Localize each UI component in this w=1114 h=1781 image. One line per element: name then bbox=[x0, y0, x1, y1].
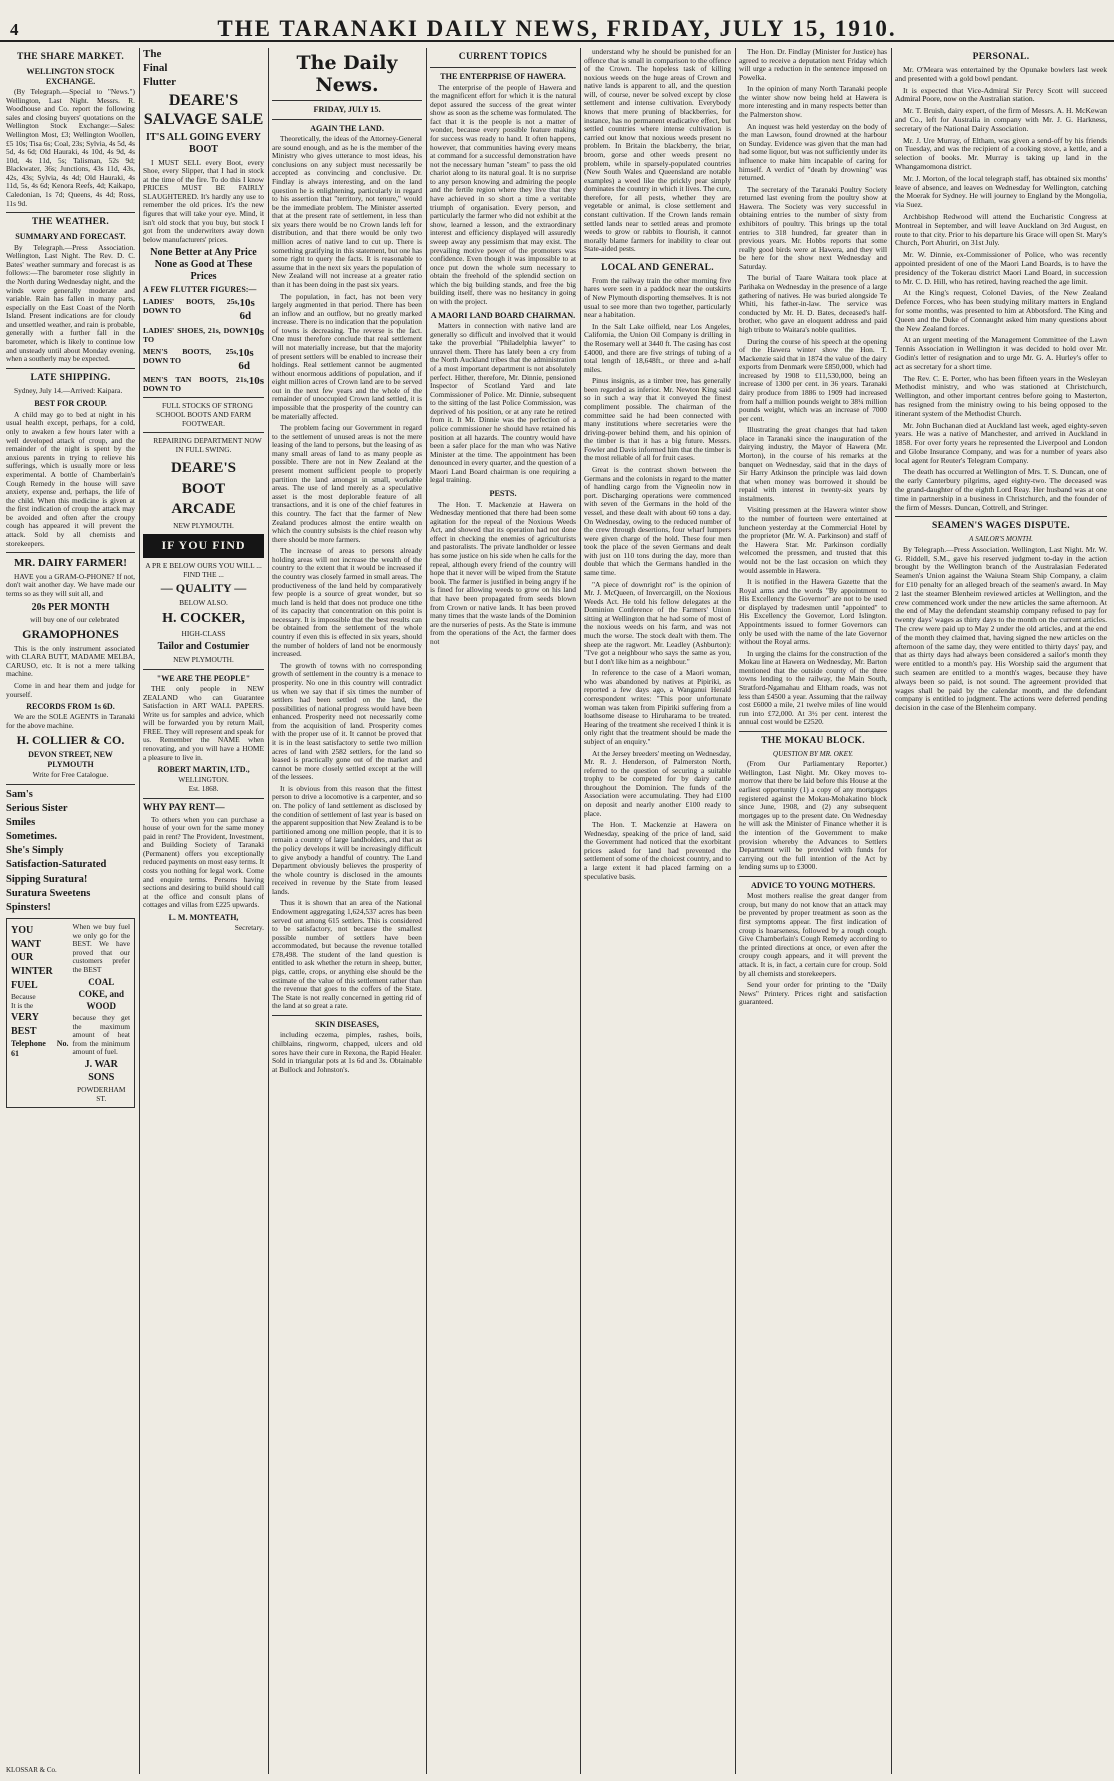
divider bbox=[6, 552, 135, 553]
seamen-wages-text: By Telegraph.—Press Association. Wellington, Last Night. Mr. W. G. Riddell, S.M., gave his reserved judgment to-day in the action brought by the Wellington branch of the Australasian Federated Seamen's Union against the Waiuna Steam Ship Company, a claim for £10 penalty for an alleged breach of the seamen's award. In May 2 last the steamer Blenheim reviewed articles at Wellington, and the crew commenced work under the new articles the same afternoon. At the end of May the defendant steamship company refused to pay for twenty days' wages as thirty days to the month on the current articles. The crew were paid up to May 2 under the old articles, and at the end of the month they claimed that, having signed the new articles on the afternoon of the same day, they were entitled to thirty days' pay, and that as thirty days had always been considered a sailor's month they were entitled to a month's pay. His Worship said the argument that such seamen are entitled to a month's wages, because they have always been so paid, is not sound. The agreement provided that wages shall be paid by the calendar month, and the defendant company is entitled to judgment. The actions were deferred pending decision in the case of the Blenheim company. bbox=[895, 544, 1107, 713]
salvage-sale-text: I MUST SELL every Boot, every Shoe, every Slipper, that I had in stock at the time of the fire. To do this I know PRICES MUST BE FAIRLY SLAUGHTERED. It's hardly any use to remember the old prices. It's the new figures that will take your eye. Mind, it isn't old stock that you buy, but stock I got from the underwriters away down below manufacturers' prices. bbox=[143, 157, 264, 244]
personal-paragraph: Mr. T. Bruish, dairy expert, of the firm of Messrs. A. H. McKewan and Co., left for Australia in company with Mr. J. G. Harkness, secretary of the National Dairy Association. bbox=[895, 106, 1107, 133]
local-paragraph: Pinus insignis, as a timber tree, has generally been regarded as inferior. Mr. Newton King said so in such a way that it conveyed the finest compliment possible. The chairman of the committee said he had been connected with many institutions where secretaries were the driving-power behind them, and his opinion of the timber is that it has a big future. Messrs. Fowler and Davis informed him that the timber is the most reliable of all for fruit cases. bbox=[584, 376, 731, 463]
masthead bbox=[0, 6, 1114, 42]
leader-paragraph: The problem facing our Government in regard to the settlement of unused areas is not the mere leasing of the land to persons, but the leasing of as many small areas of land to as many people as possible. There are not in New Zealand at the present moment sufficient people to properly partition the land amongst in small, workable areas. The use of land merely as a speculative asset is the most deplorable feature of all transactions, and it is one of the chief features in this country. The fact that the farmer of New Zealand produces almost the entire wealth on which the country subsists is the chief reason why there should be more farmers. bbox=[272, 423, 422, 544]
wallpaper-text: THE only people in NEW ZEALAND who can Guarantee Satisfaction in ART WALL PAPERS. Write us for samples and advice, which will be forwarded you by return Mail, FREE. They will represent and speak for us. Remember the NAME when renovating, and you will have a HOME a pleasure to live in. bbox=[143, 683, 264, 762]
cocker-class: HIGH-CLASS bbox=[181, 628, 226, 638]
price-value: 10s 6d bbox=[239, 297, 255, 323]
monteath-name: L. M. MONTEATH, bbox=[168, 912, 239, 922]
seamen-wages-heading: SEAMEN'S WAGES DISPUTE. bbox=[932, 521, 1070, 532]
war-name: J. WAR bbox=[84, 1058, 118, 1070]
sams-line: Sam's bbox=[6, 788, 33, 800]
price-item: MEN'S BOOTS, 25s, DOWN TO bbox=[143, 346, 239, 365]
cocker-trade: Tailor and Costumier bbox=[157, 641, 250, 653]
fuel-word: OUR bbox=[11, 952, 34, 964]
personal-paragraph: Mr. J. Ure Murray, of Eltham, was given a send-off by his friends on Tuesday, and was the recipient of a cooking stove, a kettle, and a selection of books. Mr. Murray is taking up land in the Whangamomona district. bbox=[895, 135, 1107, 171]
sams-line: Satisfaction-Saturated bbox=[6, 859, 107, 871]
mokau-block-subheading: QUESTION BY MR. OKEY. bbox=[772, 749, 854, 758]
column-rule bbox=[735, 48, 736, 1774]
price-row bbox=[143, 326, 264, 344]
price-value: 10s bbox=[248, 325, 264, 338]
column-5 bbox=[584, 48, 731, 1774]
local-paragraph: An inquest was held yesterday on the body of the man Lawson, found drowned at the harbour on Sunday. Evidence was given that the man had had some liquor, but was not sufficiently under its influence to make him incapable of caring for himself. A verdict of "death by drowning" was returned. bbox=[739, 121, 887, 183]
column-1 bbox=[6, 48, 135, 1774]
personal-paragraph: At the King's request, Colonel Davies, of the New Zealand Defence Forces, who has been studying military matters in England for some months, was presented to him at Abbotsford. The King and Queen and the Duke of Connaught asked him many questions about the New Zealand forces. bbox=[895, 288, 1107, 333]
weather-text: By Telegraph.—Press Association. Wellington, Last Night. The Rev. D. C. Bates' weather summary and forecast is as follows:—The barometer rose slightly in the North during Wednesday night, and the winds were generally moderate and variable. Rain has fallen in many parts, especially on the East Coast of the North Island. Present indications are for cloudy and unsettled weather, and rain is probable, generally with a further fall in the barometer, which is likely to continue low and unsteady until about Monday evening, when a southerly may be expected. bbox=[6, 242, 135, 364]
sams-line: Spinsters! bbox=[6, 901, 51, 913]
column-2 bbox=[143, 48, 264, 1774]
arcade-address: NEW PLYMOUTH. bbox=[173, 520, 234, 530]
divider bbox=[143, 397, 264, 398]
skin-diseases-text: including eczema, pimples, rashes, boils, chilblains, ringworm, chapped, ulcers and old sores have their cure in Rexona, the Rapid Healer. Sold in triangular pots at 1s 6d and 3s. Obtainable at Bullock and Johnston's. bbox=[272, 1030, 422, 1074]
price-row bbox=[143, 375, 264, 393]
catalogue-text: Write for Free Catalogue. bbox=[32, 770, 109, 780]
price-value: 10s bbox=[248, 375, 264, 388]
fuel-type: COAL bbox=[88, 976, 115, 987]
quality-text: — QUALITY — bbox=[160, 581, 247, 596]
we-are-the-people-heading: "WE ARE THE PEOPLE" bbox=[156, 673, 251, 683]
flutter-figures-label: A FEW FLUTTER FIGURES:— bbox=[143, 285, 257, 295]
fuel-ad-left bbox=[11, 923, 69, 1103]
fuel-word: It is the bbox=[11, 1000, 34, 1010]
if-you-find-banner: IF YOU FIND bbox=[143, 534, 264, 558]
fuel-ad-right bbox=[73, 923, 131, 1103]
fuel-word: WINTER bbox=[11, 965, 53, 977]
leader-paragraph: Theoretically, the ideas of the Attorney-General are sound enough, and as he is the member of the Ministry who gives utterance to most ideas, his conclusions on any subject must necessarily be accepted as convincing and conclusive. Dr. Findlay is always interesting, and on the land question he is enlightening, particularly in regard to his assertion that "territory, not tenure," would be the immediate problem. The Minister asserted that at the present rate of settlement, in less than six years there would be no Crown lands left for distribution, and that there would be only two million acres of native land to cut up. There is something gratifying in this statement, but one has some right to query the facts. It is reasonable to assume that in the next six years the population of New Zealand will not increase at a greater ratio than it has been doing in the past six years. bbox=[272, 134, 422, 289]
boot-arcade-line: BOOT bbox=[181, 480, 226, 497]
footer-imprint: KLOSSAR & Co. bbox=[6, 1766, 57, 1774]
divider bbox=[272, 100, 422, 101]
boot-arcade-line: DEARE'S bbox=[170, 460, 237, 477]
if-you-find-text: A PR E BELOW OURS YOU WILL ... FIND THE ... bbox=[145, 561, 262, 579]
local-paragraph: The Hon. T. Mackenzie at Hawera on Wednesday, speaking of the price of land, said the Government had noticed that the exorbitant prices asked for land had prevented the settlement of some of the choicest country, and to a large extent it had placed farming on a speculative basis. bbox=[584, 820, 731, 881]
dairy-farmer-text: HAVE you a GRAM-O-PHONE? If not, don't wait another day. We have made our terms so as they will suit all, and bbox=[6, 571, 135, 599]
divider bbox=[739, 876, 887, 877]
divider bbox=[6, 368, 135, 369]
war-address: POWDERHAM ST. bbox=[77, 1085, 126, 1103]
all-going-text: IT'S ALL GOING EVERY BOOT bbox=[146, 132, 261, 155]
why-pay-rent-text: To others when you can purchase a house of your own for the same money paid in rent? The Provident, Investment, and Building Society of Taranaki (Permanent) offers you exceptionally reduced payments on most easy terms. It costs you nothing for legal work. Come and enquire terms. Persons having sections and desiring to build should call at the office and consult plans of cottages and villas from £225 upwards. bbox=[143, 814, 264, 910]
fuel-word: VERY bbox=[11, 1012, 39, 1024]
dairy-farmer-heading: MR. DAIRY FARMER! bbox=[14, 557, 127, 570]
croup-heading: BEST FOR CROUP. bbox=[34, 399, 107, 409]
divider bbox=[143, 798, 264, 799]
shipping-heading: LATE SHIPPING. bbox=[30, 372, 111, 383]
personal-paragraph: Mr. John Buchanan died at Auckland last week, aged eighty-seven years. He was a native of Manchester, and arrived in Auckland in 1858. For over forty years he represented the Liverpool and London and Globe Insurance Company, and was for a number of years also local agent for Reuter's Telegram Company. bbox=[895, 420, 1107, 465]
skin-diseases-heading: SKIN DISEASES, bbox=[315, 1019, 379, 1029]
printing-order-text: Send your order for printing to the "Daily News" Printery. Prices right and satisfaction guaranteed. bbox=[739, 980, 887, 1007]
local-paragraph: The secretary of the Taranaki Poultry Society returned last evening from the poultry show at Hawera. The Society was very successful in obtaining entries to the number of sixty from exhibitors of poultry. This brings up the total entries to 318 hundred, far greater than in previous years. Mr. Hobbs reports that some really good birds were at Hawera, and they will be here for the show next Wednesday and Saturday. bbox=[739, 184, 887, 271]
local-paragraph: During the course of his speech at the opening of the Hawera winter show the Hon. T. Mackenzie said that in 1874 the value of the dairy exports from Denmark were £850,000, which had increased by 1908 to £11,530,000, being an increase of 1300 per cent. in 36 years. Taranaki dairy produce from 1886 to 1909 had increased from half a million pounds weight to 38¼ million pounds weight, which was an increase of 7000 per cent. bbox=[739, 336, 887, 423]
leader-heading: AGAIN THE LAND. bbox=[310, 123, 384, 133]
sams-line: She's Simply bbox=[6, 845, 64, 857]
robert-martin-name: ROBERT MARTIN, LTD., bbox=[157, 765, 250, 775]
local-paragraph: In urging the claims for the construction of the Mokau line at Hawera on Wednesday, Mr. Barton mentioned that the outside county of the three towns lending to the railway, the Main South, Stratford-Ngamahau and Eltham roads, was not less than £4500 a year. Assuming that the railway cost £6000 a mile, 21 twelve miles of line would run into £72,000. At 3½ per cent. interest the annual cost would be £2520. bbox=[739, 648, 887, 727]
shipping-text: Sydney, July 14.—Arrived: Kaipara. bbox=[14, 385, 123, 395]
weather-heading: THE WEATHER. bbox=[31, 217, 110, 228]
hawera-heading: THE ENTERPRISE OF HAWERA. bbox=[440, 72, 566, 82]
war-sons: SONS bbox=[88, 1072, 115, 1084]
flutter-word: The bbox=[143, 48, 162, 60]
local-paragraph: Illustrating the great changes that had taken place in Taranaki since the inauguration of the dairying industry, the Mayor of Hawera (Mr. Morton), in the course of his remarks at the banquet on Wednesday, said that in the days of Sir Harry Atkinson the principle was laid down that when money was borrowed it should be repaid with interest in twenty-six years by instalments. bbox=[739, 425, 887, 503]
sole-agents-text: We are the SOLE AGENTS in Taranaki for the above machine. bbox=[6, 712, 135, 730]
divider bbox=[143, 432, 264, 433]
repairing-text: REPAIRING DEPARTMENT NOW IN FULL SWING. bbox=[153, 436, 262, 454]
local-paragraph: In the Salt Lake oilfield, near Los Angeles, California, the Union Oil Company is drilling in the Rosemary well at 3440 ft. The casing has cost £4000, and there are five strings of tubing of a total length of 18,648ft., or three and a-half miles. bbox=[584, 321, 731, 374]
leader-date: FRIDAY, JULY 15. bbox=[313, 105, 381, 115]
price-item: LADIES' SHOES, 21s, DOWN TO bbox=[143, 325, 249, 344]
divider bbox=[6, 784, 135, 785]
fuel-ad bbox=[6, 918, 135, 1108]
croup-text: A child may go to bed at night in his usual health except, perhaps, for a cold, only to awaken a few hours later with a well developed attack of croup, and the remainder of the night is spent by the anxious parents in trying to relieve his sufferings, which is usually more or less experimental. A bottle of Chamberlain's Cough Remedy in the house will save anxiety, expense and, perhaps, the life of the child. When this medicine is given at the first indication of croup the attack may be avoided and often after the croupy cough has appeared it will prevent the attack. Sold by all chemists and storekeepers. bbox=[6, 409, 135, 548]
price-item: LADIES' BOOTS, 25s, DOWN TO bbox=[143, 297, 240, 316]
young-mothers-text: Most mothers realise the great danger from croup, but many do not know that an attack may be prevented by proper treatment as soon as the first symptoms appear. The first indication of croup is hoarseness, followed by a rough cough. Give Chamberlain's Cough Remedy according to the printed directions at once, or even after the croupy cough appears, and it will prevent the attack. It is, in fact, a certain cure for croup. Sold by all chemists and storekeepers. bbox=[739, 891, 887, 978]
column-rule bbox=[426, 48, 427, 1774]
page-number: 4 bbox=[10, 20, 19, 39]
column-rule bbox=[891, 48, 892, 1774]
personal-paragraph: Mr. J. Morton, of the local telegraph staff, has obtained six months' leave of absence, and leaves on Wednesday for Wellington, catching the Moerak for Sydney. He will journey to England by the Mongolia, via Suez. bbox=[895, 173, 1107, 210]
personal-paragraph: At an urgent meeting of the Management Committee of the Lawn Tennis Association in Wellington it was decided to hold over Mr. Godin's letter of resignation and to urge Mr. G. A. Hurley's offer to act as secretary for a short time. bbox=[895, 335, 1107, 371]
price-per-month: 20s PER MONTH bbox=[31, 601, 110, 613]
fuel-word: WANT bbox=[11, 938, 42, 950]
sams-line: Suratura Sweetens bbox=[6, 887, 91, 899]
local-paragraph: The burial of Taare Waitara took place at Parihaka on Wednesday in the presence of a large gathering of natives. He was buried alongside Te Whiti, his father-in-law. The service was conducted by Mr. H. D. Bates, deceased's half-brother, who gave an eloquent address and paid high tribute to Waitara's noble qualities. bbox=[739, 273, 887, 334]
salvage-sale-title: DEARE'S SALVAGE SALE bbox=[143, 92, 264, 128]
personal-paragraph: The death has occurred at Wellington of Mrs. T. S. Duncan, one of the early Canterbury pilgrims, aged eighty-two. The deceased was the grand-daughter of the eighth Lord Reay. Her husband was at one time in partnership in a business in Christchurch, and the founder of the firm of Messrs. Duncan, Cottrell, and Stringer. bbox=[895, 467, 1107, 512]
price-value: 10s 6d bbox=[238, 346, 254, 372]
column-7 bbox=[895, 48, 1107, 1774]
mokau-block-heading: THE MOKAU BLOCK. bbox=[761, 735, 865, 746]
sams-line: Sometimes. bbox=[6, 831, 58, 843]
local-paragraph: Great is the contrast shown between the Germans and the colonists in regard to the matter of handling cargo from the Vigneolin now in port. Discharging operations were commenced with seven of the Germans in the hold of the vessel, and these dealt with about 60 tons a day. On Wednesday, owing to the reduced number of the crew through desertions, four wharf lumpers were given charge of the hold. These four men took the place of the seven Germans and dealt with just on 110 tons during the day, more than double that which the Germans handled in the same time. bbox=[584, 465, 731, 577]
divider bbox=[272, 1015, 422, 1016]
cocker-address: NEW PLYMOUTH. bbox=[173, 655, 234, 665]
price-row bbox=[143, 347, 264, 373]
flutter-word: Final bbox=[143, 61, 168, 74]
maori-land-heading: A MAORI LAND BOARD CHAIRMAN. bbox=[430, 310, 576, 320]
column-rule bbox=[580, 48, 581, 1774]
collier-name: H. COLLIER & CO. bbox=[16, 732, 125, 747]
leader-paragraph: The population, in fact, has not been very largely augmented in that period. There has been an inflow and an outflow, but no greatly marked increase. There is no indication that the population of towns is decreasing. The reverse is the fact. One must therefore conclude that real settlement will not materially increase, but that the majority of present settlers will be enabled to increase their holdings. Real settlement cannot be augmented without enormous additions of population, and if eight million acres of Crown land are to be served out in the next few years and the whole of the remainder of unoccupied Crown land settled, it is impossible that the prosperity of the country can be materially affected. bbox=[272, 291, 422, 421]
local-paragraph: Visiting pressmen at the Hawera winter show to the number of fourteen were entertained at luncheon yesterday at the Commercial Hotel by the proprietor (Mr. W. A. Parkinson) and staff of the Hawera Star. Mr. Parkinson cordially welcomed the pressmen, and trusted that this would not be the last occasion on which they would assemble in Hawera. bbox=[739, 505, 887, 575]
none-better-text: None Better at Any Price None as Good at These Prices bbox=[150, 247, 257, 282]
gramophone-text-2: Come in and hear them and judge for yourself. bbox=[6, 681, 135, 699]
local-paragraph: In reference to the case of a Maori woman, who was abandoned by natives at Pipiriki, as reported a few days ago, a Wanganui Herald correspondent writes: "This poor unfortunate woman was taken from Pipiriki suffering from a loathsome disease to Hiruharama to be treated. Hearing of the treatment she received I think it is only right that the treatment should be made the subject of an enquiry." bbox=[584, 668, 731, 746]
column-3 bbox=[272, 48, 422, 1774]
flutter-word: Flutter bbox=[143, 75, 176, 88]
fuel-type: COKE, and bbox=[78, 989, 124, 1000]
local-paragraph: "A piece of downright rot" is the opinion of Mr. J. McQueen, of Invercargill, on the Noxious Weeds Act. He told his fellow delegates at the Dominion Conference of the Farmers' Union sitting at Wellington that he had some of most of the noxious weeds on his farm, and was not much the worse. The stock dealt with them. The sheep ate the ragwort. Mr. Leadley (Ashburton): "I've got a neighbour who says the same as you, but I don't like him as a neighbour." bbox=[584, 579, 731, 666]
column-4 bbox=[430, 48, 576, 1774]
records-price: RECORDS FROM 1s 6D. bbox=[26, 702, 115, 712]
sams-line: Smiles bbox=[6, 816, 36, 828]
collier-address: DEVON STREET, NEW PLYMOUTH bbox=[28, 750, 113, 769]
buy-text: will buy one of our celebrated bbox=[30, 615, 119, 625]
why-pay-rent-heading: WHY PAY RENT— bbox=[143, 802, 225, 813]
fuel-word: BEST bbox=[11, 1025, 37, 1037]
fuel-word: FUEL bbox=[11, 979, 38, 991]
telephone-number: Telephone No. 61 bbox=[11, 1039, 69, 1058]
divider bbox=[272, 119, 422, 120]
price-row bbox=[143, 297, 264, 323]
fuel-text-bottom: because they get the maximum amount of heat from the minimum amount of fuel. bbox=[72, 1012, 130, 1057]
leader-paragraph: The increase of areas to persons already holding areas will not increase the wealth of the country to the extent that it would be increased if the country was closely farmed in small areas. The productiveness of the land held by comparatively few people is a source of great wonder, but so much land is held that does not produce one tithe of its capacity that concentration on this point is necessary. It is impossible that the best results can be obtained from the settlement of the whole country if even this is effected in six years, should the number of holders of land not be enormously increased. bbox=[272, 546, 422, 659]
boot-arcade-line: ARCADE bbox=[171, 501, 236, 518]
leader-paragraph: The growth of towns with no corresponding growth of settlement in the country is a menace to prosperity. No one in this country will contradict us when we say that if six times the number of settlers had been settled on the land, the possibilities of national progress would have been enhanced. Prosperity need not necessarily come from the acquisition of land. Prosperity comes with the proper use of it. It cannot be proved that it is in the least satisfactory to settle two million acres of land with 2582 settlers, for the land so leased is practically gone out of the market and cannot be more closely settled except at the will of the lessees. bbox=[272, 660, 422, 782]
column-6 bbox=[739, 48, 887, 1774]
secretary-label: Secretary. bbox=[234, 923, 264, 933]
weather-subheading: SUMMARY AND FORECAST. bbox=[15, 232, 126, 242]
sams-line: Sipping Suratura! bbox=[6, 873, 88, 885]
divider bbox=[143, 669, 264, 670]
personal-paragraph: Mr. W. Dinnie, ex-Commissioner of Police, who was recently appointed president of one of the Maori Land Boards, is to have the presidency of the Tokerau district Maori Land Board, in succession to Mr. C. D. Hill, who has retired, having reached the age limit. bbox=[895, 250, 1107, 286]
divider bbox=[739, 731, 887, 732]
robert-martin-city: WELLINGTON. bbox=[178, 775, 229, 785]
divider bbox=[895, 516, 1107, 517]
price-item: MEN'S TAN BOOTS, 21s, DOWN TO bbox=[143, 375, 249, 394]
share-market-subheading: WELLINGTON STOCK EXCHANGE. bbox=[26, 67, 115, 86]
personal-heading: PERSONAL. bbox=[972, 52, 1030, 62]
pests-continued-text: understand why he should be punished for an offence that is small in comparison to the offence of the Crown. The hopeless task of killing noxious weeds on the huge areas of Crown and native lands is apparent to all, and the question will, of course, never be solved except by close settlement and intense cultivation. Everybody knows that mere pruning of blackberries, for instance, has no permanent eradicative effect, but settled countries where intense cultivation is carried out know that noxious weeds present no problem. In Britain the blackberry, the briar, broom, gorse and other weeds present no problem, while in sparsely-populated countries (New South Wales and Queensland are notable examples) a weed like the prickly pear simply dominates the country in which it lives. The cure, therefore, for all pests, whether they are vegetable or animal, is close settlement and constant cultivation. If the Crown lands remain settled lands near to settled areas and promote weeds to grow or rabbits to flourish, it cannot morally blame farmers for inability to clear out State-aided pests. bbox=[584, 48, 731, 254]
mokau-block-text: (From Our Parliamentary Reporter.) Wellington, Last Night. Mr. Okey moves to-morrow that there be laid before this House at the earliest opportunity (1) a copy of any mortgages registered against the Mokau-Mohakatino block since June, 1908, and (2) any subsequent mortgages up to the present date. On Wednesday he will ask the Minister of Finance whether it is the intention of the Government to make provision whereby the Advances to Settlers Department will be provided with funds for carrying out the full intention of the Act by lending sums up to £3000. bbox=[739, 759, 887, 872]
pests-heading: PESTS. bbox=[489, 489, 517, 499]
sams-ad bbox=[6, 789, 135, 915]
personal-paragraph: Archbishop Redwood will attend the Eucharistic Congress at Montreal in September, and will leave Auckland on 3rd August, en route to that city. Prior to his departure his Grace will open St. Mary's Church, Port Ahuriri, on 31st July. bbox=[895, 211, 1107, 248]
seamen-wages-subheading: A SAILOR'S MONTH. bbox=[969, 535, 1033, 544]
local-general-heading: LOCAL AND GENERAL. bbox=[601, 262, 714, 273]
column-rule bbox=[139, 48, 140, 1774]
share-market-heading: THE SHARE MARKET. bbox=[16, 52, 125, 62]
robert-martin-established: Est. 1868. bbox=[188, 783, 219, 793]
divider bbox=[6, 212, 135, 213]
personal-paragraph: It is expected that Vice-Admiral Sir Percy Scott will succeed Admiral Poore, now on the Australian station. bbox=[895, 85, 1107, 104]
newspaper-title: THE TARANAKI DAILY NEWS, FRIDAY, JULY 15, 1910. bbox=[217, 16, 897, 41]
gramophone-text: This is the only instrument associated with CLARA BUTT, MADAME MELBA, CARUSO, etc. It is not a mere talking machine. bbox=[6, 643, 135, 679]
price-list bbox=[143, 297, 264, 393]
share-market-text: (By Telegraph.—Special to "News.") Wellington, Last Night. Messrs. R. Woodhouse and Co. report the following sales and closing buyers' quotations on the Wellington Stock Exchange:—Sales: Wellington Most, £3; Wellington Woollen, £5 10s; Tisa 6s; Coal, 23s; Sylvia, 4s 5d, 4s 5d, 4s 6d; Old Hauraki, 4s 10d, 4s 9d, 4s 10d, 4s 11d, 5s; Talisman, 52s 9d; Blackwater, 36s; Junctions, 43s 11d, 43s, 42s, 43s; Sylvia, 4s 4d; Old Hauraki, 4s 11d, 5s, 4s 6d; Kenora Reefs, 4d; Kaikapo, Caledonian, 1s 7d; Queens, 4s 4d; Ross, 11s 9d. bbox=[6, 87, 135, 208]
fuel-text-top: When we buy fuel we only go for the BEST. We have proved that our customers prefer the BEST bbox=[72, 922, 130, 975]
young-mothers-heading: ADVICE TO YOUNG MOTHERS. bbox=[750, 880, 876, 890]
maori-land-text: Matters in connection with native land are generally so difficult and involved that it would take the proverbial "Philadelphia lawyer" to unravel them. There has lately been a cry from the North Auckland tribes that the administration of a most important department is not absolutely perfect. Hither, therefore, Mr. Dinnie, pensioned Inspector of Scotland Yard and late Commissioner of Police. Mr. Dinnie, subsequent to the sitting of the last Police Commission, was deprived of his position, or at any rate he retired from it. It Mr. Dinnie was the perfection of a police commissioner he should have retained his position at all hazards. The country would have been a safer place for the man who was Native Minister at the time. The appointment has been denounced in every quarter, and the question of a Maori Land Board chairman is one requiring a legal training. bbox=[430, 321, 576, 485]
findlay-text: The Hon. Dr. Findlay (Minister for Justice) has agreed to receive a deputation next Friday which will urge a reduction in the sentence imposed on Powelka. bbox=[739, 48, 887, 82]
local-paragraph: At the Jersey breeders' meeting on Wednesday, Mr. R. J. Henderson, of Palmerston North, referred to the question of securing a suitable trophy to be competed for by dairy cattle throughout the Dominion. The funds of the Association were accumulating. They had £100 on deposit and nearly another £100 ready to place. bbox=[584, 748, 731, 818]
leader-paragraph: Thus it is shown that an area of the National Endowment aggregating 1,624,537 acres has been served out among 615 settlers. This is considered to be satisfactory, not because the smallest possible number of settlers have been accommodated, but because the revenue totalled £78,498. The student of the land question is entitled to ask whether the return in sheep, butter, pigs, cattle, crops, or anything else should be the estimate of the value of this settlement rather than the revenue that goes to the coffers of the State. The State is not really concerned in getting rid of the land at so great a rate. bbox=[272, 898, 422, 1011]
full-stocks-text: FULL STOCKS OF STRONG SCHOOL BOOTS AND FARM FOOTWEAR. bbox=[155, 401, 253, 428]
below-also-text: BELOW ALSO. bbox=[179, 598, 228, 608]
column-rule bbox=[268, 48, 269, 1774]
fuel-word: Because bbox=[11, 992, 36, 1002]
cocker-name: H. COCKER, bbox=[162, 610, 245, 626]
gramophones-heading: GRAMOPHONES bbox=[22, 626, 119, 641]
personal-paragraph: The Rev. C. E. Porter, who has been fifteen years in the Wesleyan Methodist ministry, and who was stationed at Christchurch, Wellington, and other important centres before going to Masterton, has resigned from the ministry owing to his being opposed to the itinerant system of the Methodist Church. bbox=[895, 373, 1107, 418]
divider bbox=[584, 258, 731, 259]
pests-text: The Hon. T. Mackenzie at Hawera on Wednesday mentioned that there had been some agitation for the repeal of the Noxious Weeds Act, and showed that its operation had not done effect in checking the enemies of agriculturists and pastoralists. The private landholder or lessee has some justice on his side when he calls for the repeal, although every friend of the country will hope that it never will be wiped from the Statute book. The farmer is justified in being angry if he is fined for allowing weeds to grow on his land that have been propagated from seeds blown from Crown or native lands. It has been proved many times that the waste lands of the Dominion are the nurseries of pests. As the State is immune from the operations of the Act, the farmer does not bbox=[430, 499, 576, 646]
local-paragraph: It is notified in the Hawera Gazette that the Royal arms and the words "By appointment to His Excellency the Governor" are not to be used or displayed by tradesmen until "appointed" to His Excellency the Governor, Lord Islington. Appointments issued to former Governors can only be used with the name of the late Governor without the Royal arms. bbox=[739, 577, 887, 647]
leader-paragraph: It is obvious from this reason that the fittest person to drive a locomotive is a carpenter, and so on. The policy of land settlement as disclosed by the condition of settlement of last year is based on the apparent supposition that New Zealand is to be partitioned among one million people, that it is to remain a country of large landholders, and that as the policy develops it will be increasingly difficult to give anybody a handful of country. The Land Department obviously believes the prosperity of the whole country is disclosed in the amounts received in revenue by the State from leased lands. bbox=[272, 783, 422, 896]
divider bbox=[430, 67, 576, 68]
local-paragraph: From the railway train the other morning five hares were seen in a paddock near the outskirts of New Plymouth disporting themselves. It is not usual to see more than two together, particularly near a habitation. bbox=[584, 275, 731, 320]
fuel-word: YOU bbox=[11, 925, 34, 937]
hawera-text: The enterprise of the people of Hawera and the magnificent effort for which it is the natural depot assured the success of the great winter show as soon as the scheme was formulated. The fact that it is the people is not a matter of wonder, because every possible feature making for success was ready to hand. It often happens, however, that communities having every means at command for a successful demonstration have not the necessary human "steam" to pass the old chariot along to its natural goal. It is no surprise to any person knowing and admiring the people and the fertile region where they live that they have achieved in so short a time a veritable triumph of organisation. Every person, and particularly the farmer who did not exhibit at the show, learned a lesson, and the extraordinary interest and efficiency displayed will assuredly sweep away any pessimism that may exist. The prevailing motive power of the promoters was confidence. Even though it was impossible to at once put down the whole sum necessary to obtain the freehold of the splendid section on which the big building stands, and free the big building itself, there was no hesitancy in going on with the project. bbox=[430, 82, 576, 306]
local-paragraph: In the opinion of many North Taranaki people the winter show now being held at Hawera is more interesting and in many respects better than the Palmerston show. bbox=[739, 84, 887, 120]
personal-paragraph: Mr. O'Meara was entertained by the Opunake bowlers last week and presented with a gold bowl pendant. bbox=[895, 65, 1107, 83]
daily-news-nameplate: The Daily News. bbox=[296, 52, 398, 97]
fuel-type: WOOD bbox=[86, 1001, 116, 1012]
current-topics-heading: CURRENT TOPICS bbox=[458, 52, 548, 62]
sams-line: Serious Sister bbox=[6, 802, 68, 814]
final-flutter bbox=[143, 48, 264, 89]
